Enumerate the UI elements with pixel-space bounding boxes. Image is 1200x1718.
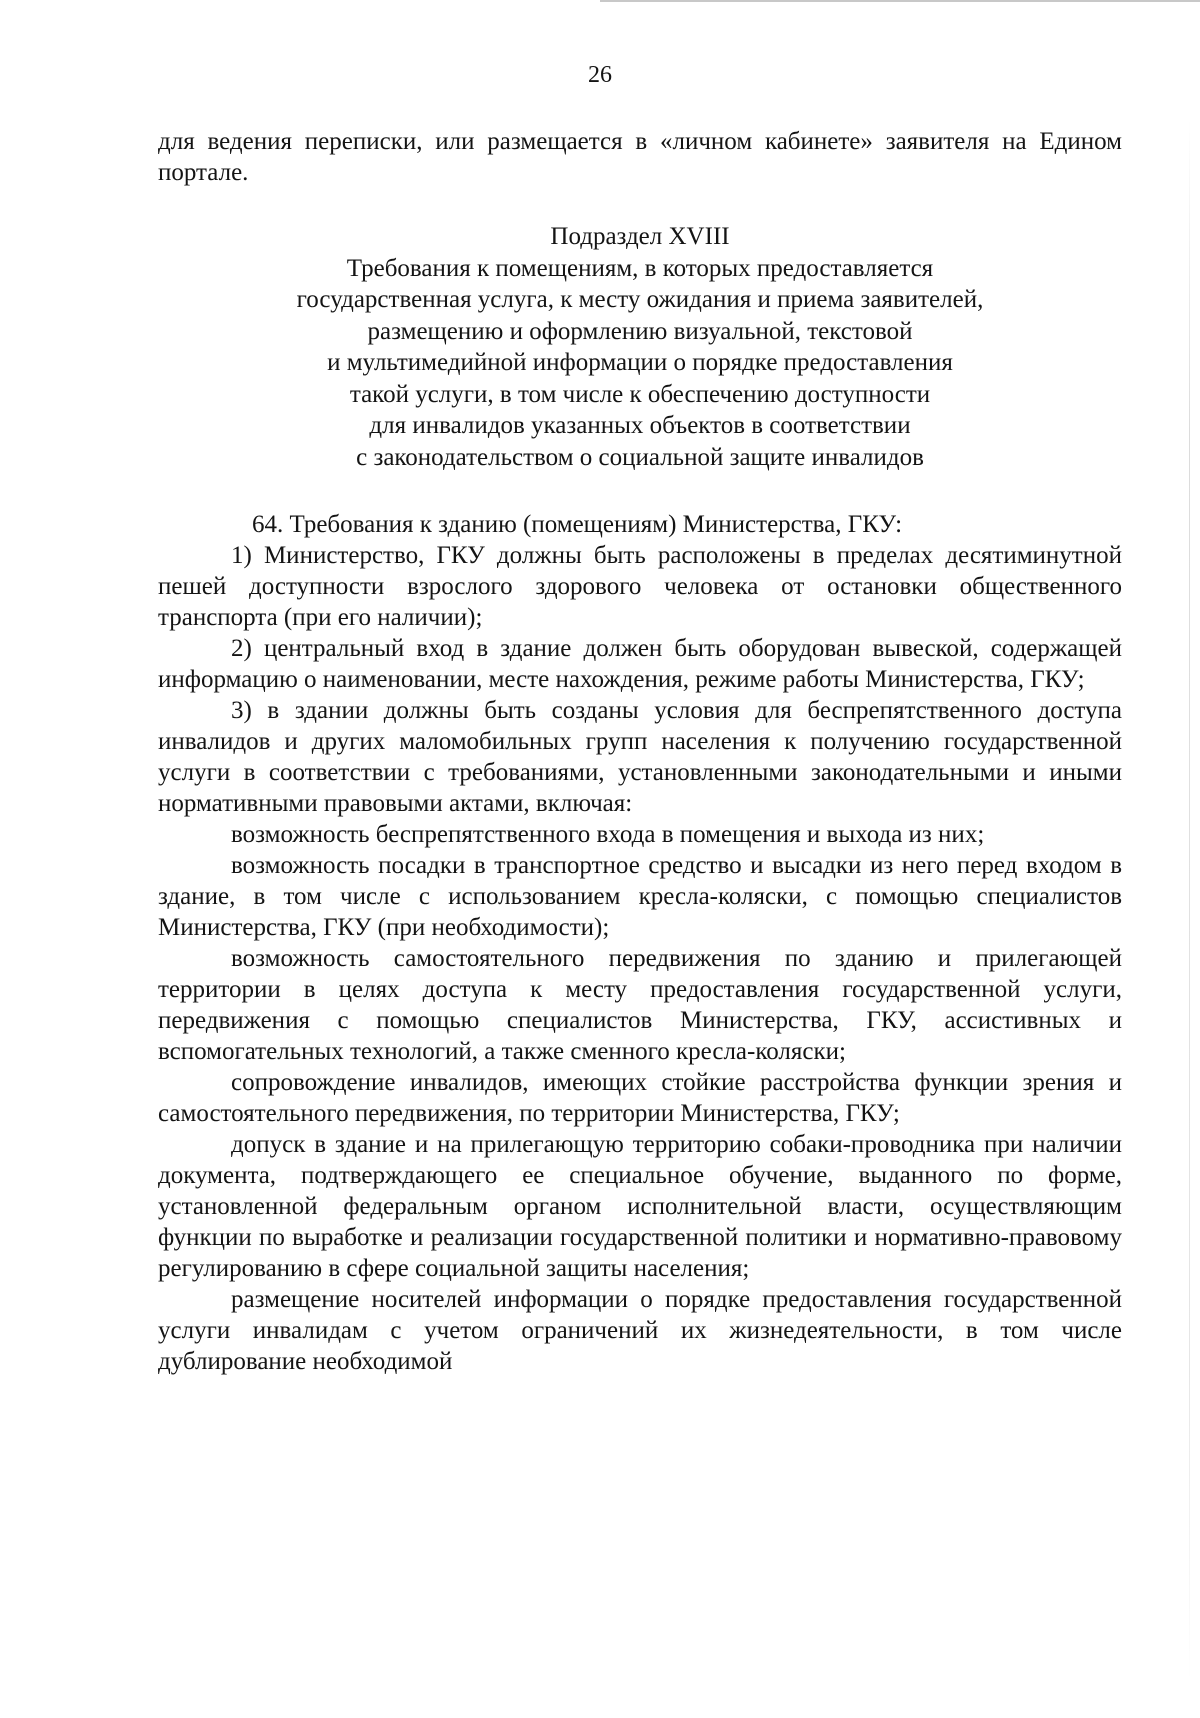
- subsection-title-line: размещению и оформлению визуальной, текстовой: [367, 317, 913, 345]
- paragraph-subitem-1: 1) Министерство, ГКУ должны быть расположены в пределах десятиминутной пешей доступности взрослого здорового человека от остановки общественного транспорта (при его наличии);: [158, 542, 1122, 631]
- body-text: [158, 509, 1122, 1377]
- scan-edge-right: [1189, 120, 1190, 1680]
- paragraph-list-entry: допуск в здание и на прилегающую территорию собаки-проводника при наличии документа, подтверждающего ее специальное обучение, выданного по форме, установленной федеральным органом исполнительной власти, осуществляющим функции по выработке и реализации государственной политики и нормативно-правовому регулированию в сфере социальной защиты населения;: [158, 1131, 1122, 1282]
- subsection-title-line: такой услуги, в том числе к обеспечению доступности: [349, 380, 931, 408]
- subsection-title-line: и мультимедийной информации о порядке предоставления: [327, 349, 953, 376]
- subsection-title-line: для инвалидов указанных объектов в соответствии: [369, 412, 911, 439]
- page-number: 26: [588, 62, 612, 88]
- continuation-text: для ведения переписки, или размещается в «личном кабинете» заявителя на Едином портале.: [158, 128, 1122, 186]
- paragraph-list-entry: возможность самостоятельного передвижения по зданию и прилегающей территории в целях доступа к месту предоставления государственной услуги, передвижения с помощью специалистов Министерства, ГКУ, ассистивных и вспомогательных технологий, а также сменного кресла-коляски;: [158, 945, 1122, 1065]
- subsection-title-line: с законодательством о социальной защите инвалидов: [356, 443, 924, 471]
- paragraph-list-entry: возможность беспрепятственного входа в помещения и выхода из них;: [231, 821, 985, 848]
- subsection-title-line: Требования к помещениям, в которых предоставляется: [346, 254, 934, 282]
- paragraph-subitem-3: 3) в здании должны быть созданы условия для беспрепятственного доступа инвалидов и других маломобильных групп населения к получению государственной услуги в соответствии с требованиями, установленными законодательными и иными нормативными правовыми актами, включая:: [158, 697, 1122, 817]
- paragraph-list-entry: возможность посадки в транспортное средство и высадки из него перед входом в здание, в том числе с использованием кресла-коляски, с помощью специалистов Министерства, ГКУ (при необходимости);: [158, 852, 1122, 941]
- continuation-paragraph: [158, 126, 1122, 188]
- scan-edge-top: [600, 0, 1200, 2]
- subsection-label: Подраздел XVIII: [550, 223, 730, 250]
- paragraph-subitem-2: 2) центральный вход в здание должен быть оборудован вывеской, содержащей информацию о наименовании, месте нахождения, режиме работы Министерства, ГКУ;: [158, 635, 1122, 693]
- subsection-title-line: государственная услуга, к месту ожидания и приема заявителей,: [296, 286, 984, 313]
- paragraph-list-entry: сопровождение инвалидов, имеющих стойкие расстройства функции зрения и самостоятельного передвижения, по территории Министерства, ГКУ;: [158, 1069, 1122, 1127]
- paragraph-list-entry: размещение носителей информации о порядке предоставления государственной услуги инвалидам с учетом ограничений их жизнедеятельности, в том числе дублирование необходимой: [158, 1286, 1122, 1375]
- paragraph-item-64: 64. Требования к зданию (помещениям) Министерства, ГКУ:: [252, 511, 903, 538]
- subsection-heading: [158, 221, 1122, 473]
